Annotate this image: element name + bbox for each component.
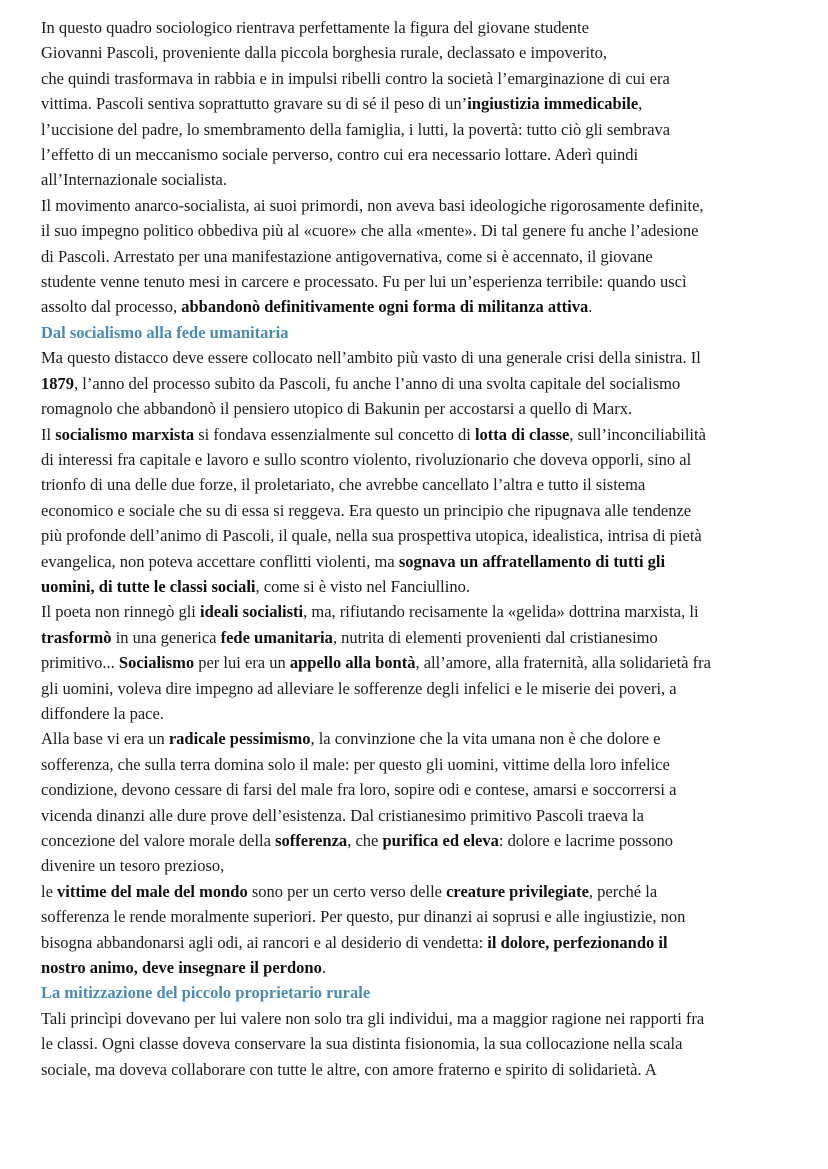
text-line (41, 955, 808, 980)
text-line (41, 40, 808, 65)
bold-phrase: appello alla bontà (289, 653, 416, 673)
text-run: , l’anno del processo subito da Pascoli, fu anche l’anno di una svolta capitale del socialismo (74, 373, 681, 393)
bold-phrase: socialismo marxista (55, 424, 195, 444)
text-run: le classi. Ogni classe doveva conservare la sua distinta fisionomia, la sua collocazione nella scala (41, 1034, 683, 1054)
text-run: condizione, devono cessare di farsi del male fra loro, sopire odi e contese, amarsi e soccorrersi a (41, 780, 677, 800)
text-line (41, 574, 808, 599)
text-run: . (321, 958, 326, 978)
text-run: diffondere la pace. (41, 703, 164, 723)
text-line (41, 625, 808, 650)
text-line (41, 142, 808, 167)
bold-phrase: fede umanitaria (220, 627, 333, 647)
text-run: di interessi fra capitale e lavoro e sullo scontro violento, rivoluzionario che doveva opporli, sino al (41, 449, 692, 469)
text-run: l’uccisione del padre, lo smembramento della famiglia, i lutti, la povertà: tutto ciò gli sembrava (41, 119, 671, 139)
section-heading (41, 980, 808, 1005)
text-line (41, 599, 808, 624)
text-run: , ma, rifiutando recisamente la «gelida» dottrina marxista, li (303, 602, 699, 622)
text-run: sofferenza, che sulla terra domina solo il male: per questo gli uomini, vittime della loro infelice (41, 754, 670, 774)
text-run: : dolore e lacrime possono (498, 831, 673, 850)
text-run: economico e sociale che su di essa si reggeva. Era questo un principio che ripugnava alle tendenze (41, 500, 692, 520)
text-line (41, 447, 808, 472)
text-line (41, 803, 808, 828)
text-run: evangelica, non poteva accettare conflitti violenti, ma (41, 551, 399, 571)
text-line (41, 853, 808, 878)
text-line (41, 676, 808, 701)
text-line (41, 549, 808, 574)
text-run: all’Internazionale socialista. (41, 170, 227, 190)
text-run: assolto dal processo, (41, 297, 182, 317)
text-line (41, 828, 808, 853)
text-line (41, 193, 808, 218)
text-line (41, 371, 808, 396)
text-line (41, 218, 808, 243)
text-run: Alla base vi era un (41, 729, 169, 749)
text-line (41, 294, 808, 319)
text-run: , perché la (588, 881, 658, 901)
text-run: , come si è visto nel Fanciullino. (255, 576, 470, 596)
bold-phrase: uomini, di tutte le classi sociali (41, 576, 256, 596)
text-run: il suo impegno politico obbediva più al «cuore» che alla «mente». Di tal genere fu anche l’adesione (41, 221, 699, 241)
bold-phrase: sognava un affratellamento di tutti gli (398, 551, 666, 571)
text-run: l’effetto di un meccanismo sociale perverso, contro cui era necessario lottare. Aderì quindi (41, 145, 639, 165)
bold-phrase: vittime del male del mondo (57, 881, 248, 901)
text-run: in una generica (111, 627, 221, 647)
text-line (41, 1006, 808, 1031)
bold-phrase: ingiustizia immedicabile (467, 94, 639, 114)
text-run: vittima. Pascoli sentiva soprattutto gravare su di sé il peso di un’ (41, 94, 468, 114)
text-line (41, 1031, 808, 1056)
text-run: sofferenza le rende moralmente superiori. Per questo, pur dinanzi ai soprusi e alle ingiustizie, non (41, 907, 686, 927)
text-run: sociale, ma doveva collaborare con tutte le altre, con amore fraterno e spirito di solidarietà. A (41, 1059, 657, 1079)
text-run: Giovanni Pascoli, proveniente dalla piccola borghesia rurale, declassato e impoverito, (41, 43, 608, 63)
text-run: Ma questo distacco deve essere collocato nell’ambito più vasto di una generale crisi della sinistra. Il (41, 348, 701, 368)
text-run: Dal socialismo alla fede umanitaria (41, 322, 289, 342)
text-line (41, 752, 808, 777)
text-run: sono per un certo verso delle (247, 881, 447, 901)
text-line (41, 701, 808, 726)
text-line (41, 1057, 808, 1082)
bold-phrase: il dolore, perfezionando il (487, 932, 668, 952)
text-run: bisogna abbandonarsi agli odi, ai rancori e al desiderio di vendetta: (41, 932, 488, 952)
text-run: si fondava essenzialmente sul concetto di (194, 424, 475, 444)
text-run: La mitizzazione del piccolo proprietario rurale (41, 983, 371, 1003)
text-line (41, 498, 808, 523)
text-line (41, 117, 808, 142)
text-run: gli uomini, voleva dire impegno ad alleviare le sofferenze degli infelici e le miserie dei poveri, a (41, 678, 677, 698)
text-run: Il poeta non rinnegò gli (41, 602, 201, 622)
text-line (41, 422, 808, 447)
text-run: primitivo... (41, 653, 119, 673)
text-line (41, 650, 808, 675)
section-heading (41, 320, 808, 345)
text-run: , all’amore, alla fraternità, alla solidarietà fra (415, 653, 711, 673)
bold-phrase: 1879 (41, 373, 74, 393)
text-run: più profonde dell’animo di Pascoli, il quale, nella sua prospettiva utopica, idealistica, intrisa di pietà (41, 526, 702, 546)
text-line (41, 930, 808, 955)
text-run: , sull’inconciliabilità (569, 424, 706, 444)
bold-phrase: creature privilegiate (446, 881, 589, 901)
text-run: romagnolo che abbandonò il pensiero utopico di Bakunin per accostarsi a quello di Marx. (41, 399, 633, 419)
text-run: . (588, 297, 593, 317)
bold-phrase: sofferenza (275, 831, 348, 850)
bold-phrase: nostro animo, deve insegnare il perdono (41, 958, 322, 978)
text-run: che quindi trasformava in rabbia e in impulsi ribelli contro la società l’emarginazione di cui era (41, 68, 670, 88)
text-run: , la convinzione che la vita umana non è che dolore e (310, 729, 661, 749)
bold-phrase: Socialismo (118, 653, 195, 673)
text-run: Il movimento anarco-socialista, ai suoi primordi, non aveva basi ideologiche rigorosamente definite, (41, 195, 704, 215)
text-line (41, 66, 808, 91)
text-run: , nutrita di elementi provenienti dal cristianesimo (332, 627, 658, 647)
text-run: Tali princìpi dovevano per lui valere non solo tra gli individui, ma a maggior ragione nei rapporti fra (41, 1008, 705, 1028)
text-run: Il (41, 424, 56, 444)
text-run: studente venne tenuto mesi in carcere e processato. Fu per lui un’esperienza terribile: quando uscì (41, 272, 687, 292)
text-run: vicenda dinanzi alle dure prove dell’esistenza. Dal cristianesimo primitivo Pascoli traeva la (41, 805, 644, 825)
text-line (41, 904, 808, 929)
text-run: concezione del valore morale della (41, 831, 276, 850)
text-line (41, 879, 808, 904)
text-line (41, 244, 808, 269)
text-line (41, 396, 808, 421)
text-line (41, 91, 808, 116)
text-run: trionfo di una delle due forze, il proletariato, che avrebbe cancellato l’altra e tutto il sistema (41, 475, 646, 495)
text-line (41, 726, 808, 751)
text-run: , (638, 94, 643, 114)
bold-phrase: trasformò (41, 627, 112, 647)
text-run: le (41, 881, 58, 901)
text-run: , che (347, 831, 383, 850)
text-run: per lui era un (194, 653, 290, 673)
bold-phrase: purifica ed eleva (382, 831, 499, 850)
bold-phrase: lotta di classe (474, 424, 570, 444)
text-line (41, 167, 808, 192)
text-run: divenire un tesoro prezioso, (41, 856, 225, 876)
text-line (41, 15, 808, 40)
text-run: In questo quadro sociologico rientrava perfettamente la figura del giovane studente (41, 18, 589, 37)
text-line (41, 472, 808, 497)
text-line (41, 777, 808, 802)
text-line (41, 345, 808, 370)
bold-phrase: radicale pessimismo (168, 729, 311, 749)
bold-phrase: ideali socialisti (200, 602, 304, 622)
text-run: di Pascoli. Arrestato per una manifestazione antigovernativa, come si è accennato, il giovane (41, 246, 653, 266)
text-line (41, 523, 808, 548)
bold-phrase: abbandonò definitivamente ogni forma di militanza attiva (181, 297, 589, 317)
text-line (41, 269, 808, 294)
